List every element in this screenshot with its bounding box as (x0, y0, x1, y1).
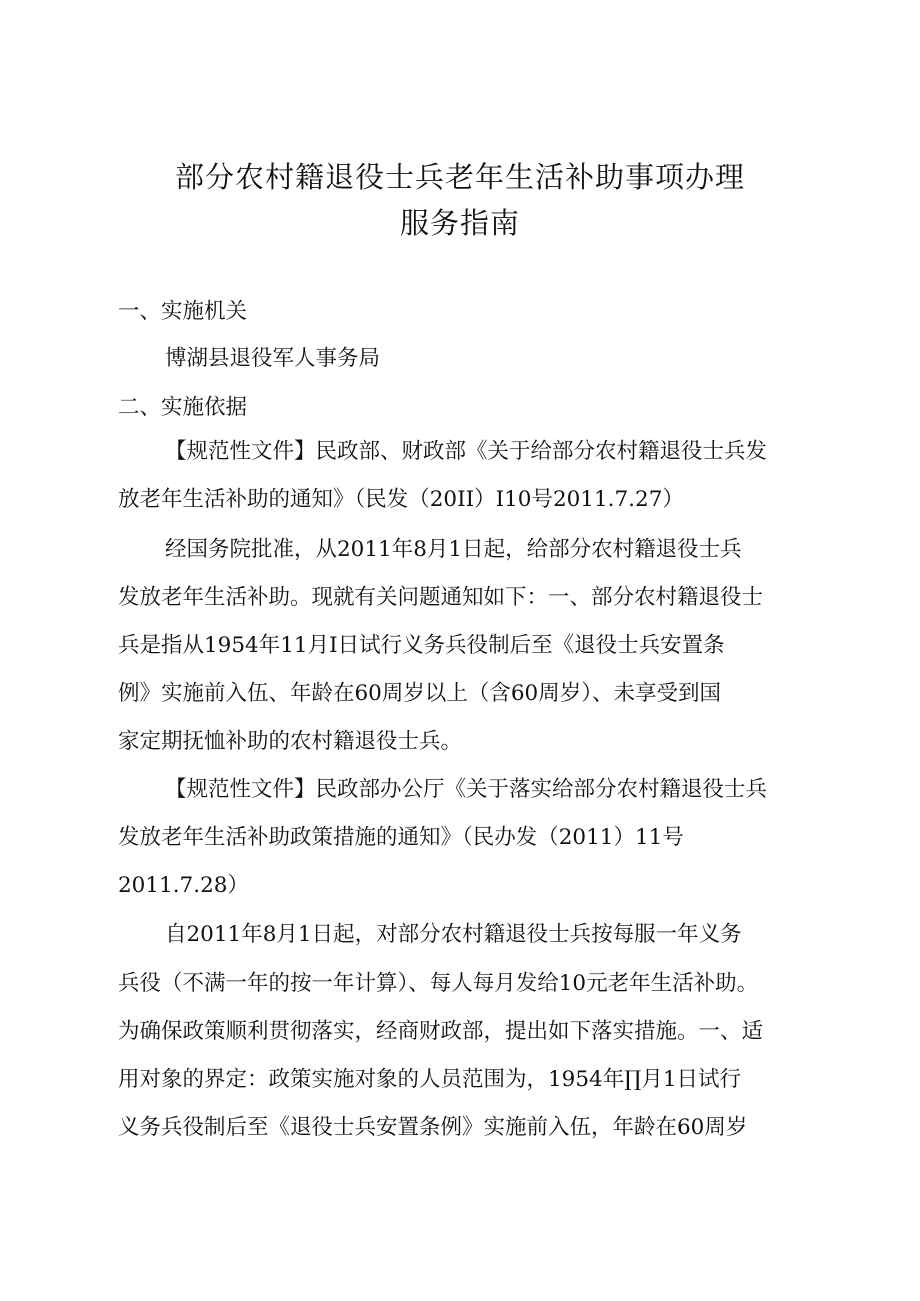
para2-line5: 家定期抚恤补助的农村籍退役士兵。 (118, 729, 463, 754)
para2-line1: 经国务院批准，从2011年8月1日起，给部分农村籍退役士兵 (165, 537, 742, 562)
para2-line4: 例》实施前入伍、年龄在60周岁以上（含60周岁）、未享受到国 (118, 681, 721, 706)
para4-line1: 自2011年8月1日起，对部分农村籍退役士兵按每服一年义务 (165, 922, 742, 947)
para4-line4: 用对象的界定：政策实施对象的人员范围为，1954年∏月1日试行 (118, 1067, 742, 1092)
para3-line3: 2011.7.28） (118, 873, 249, 898)
para2-line2: 发放老年生活补助。现就有关问题通知如下：一、部分农村籍退役士 (118, 585, 764, 610)
document-title-line2: 服务指南 (399, 206, 520, 240)
para3-line1: 【规范性文件】民政部办公厅《关于落实给部分农村籍退役士兵 (165, 777, 768, 802)
document-title-line1: 部分农村籍退役士兵老年生活补助事项办理 (174, 160, 745, 194)
section1-heading: 一、实施机关 (118, 299, 248, 324)
para4-line5: 义务兵役制后至《退役士兵安置条例》实施前入伍，年龄在60周岁 (118, 1115, 748, 1140)
para2-line3: 兵是指从1954年11月Ⅰ日试行义务兵役制后至《退役士兵安置条 (118, 633, 725, 658)
para1-line1: 【规范性文件】民政部、财政部《关于给部分农村籍退役士兵发 (165, 439, 768, 464)
section2-heading: 二、实施依据 (118, 395, 248, 420)
para4-line2: 兵役（不满一年的按一年计算）、每人每月发给10元老年生活补助。 (118, 971, 759, 996)
para1-line2: 放老年生活补助的通知》（民发（20II）I10号2011.7.27） (118, 487, 684, 512)
para3-line2: 发放老年生活补助政策措施的通知》（民办发（2011）11号 (118, 825, 684, 850)
para4-line3: 为确保政策顺利贯彻落实，经商财政部，提出如下落实措施。一、适 (118, 1019, 764, 1044)
section1-body: 博湖县退役军人事务局 (165, 346, 381, 371)
